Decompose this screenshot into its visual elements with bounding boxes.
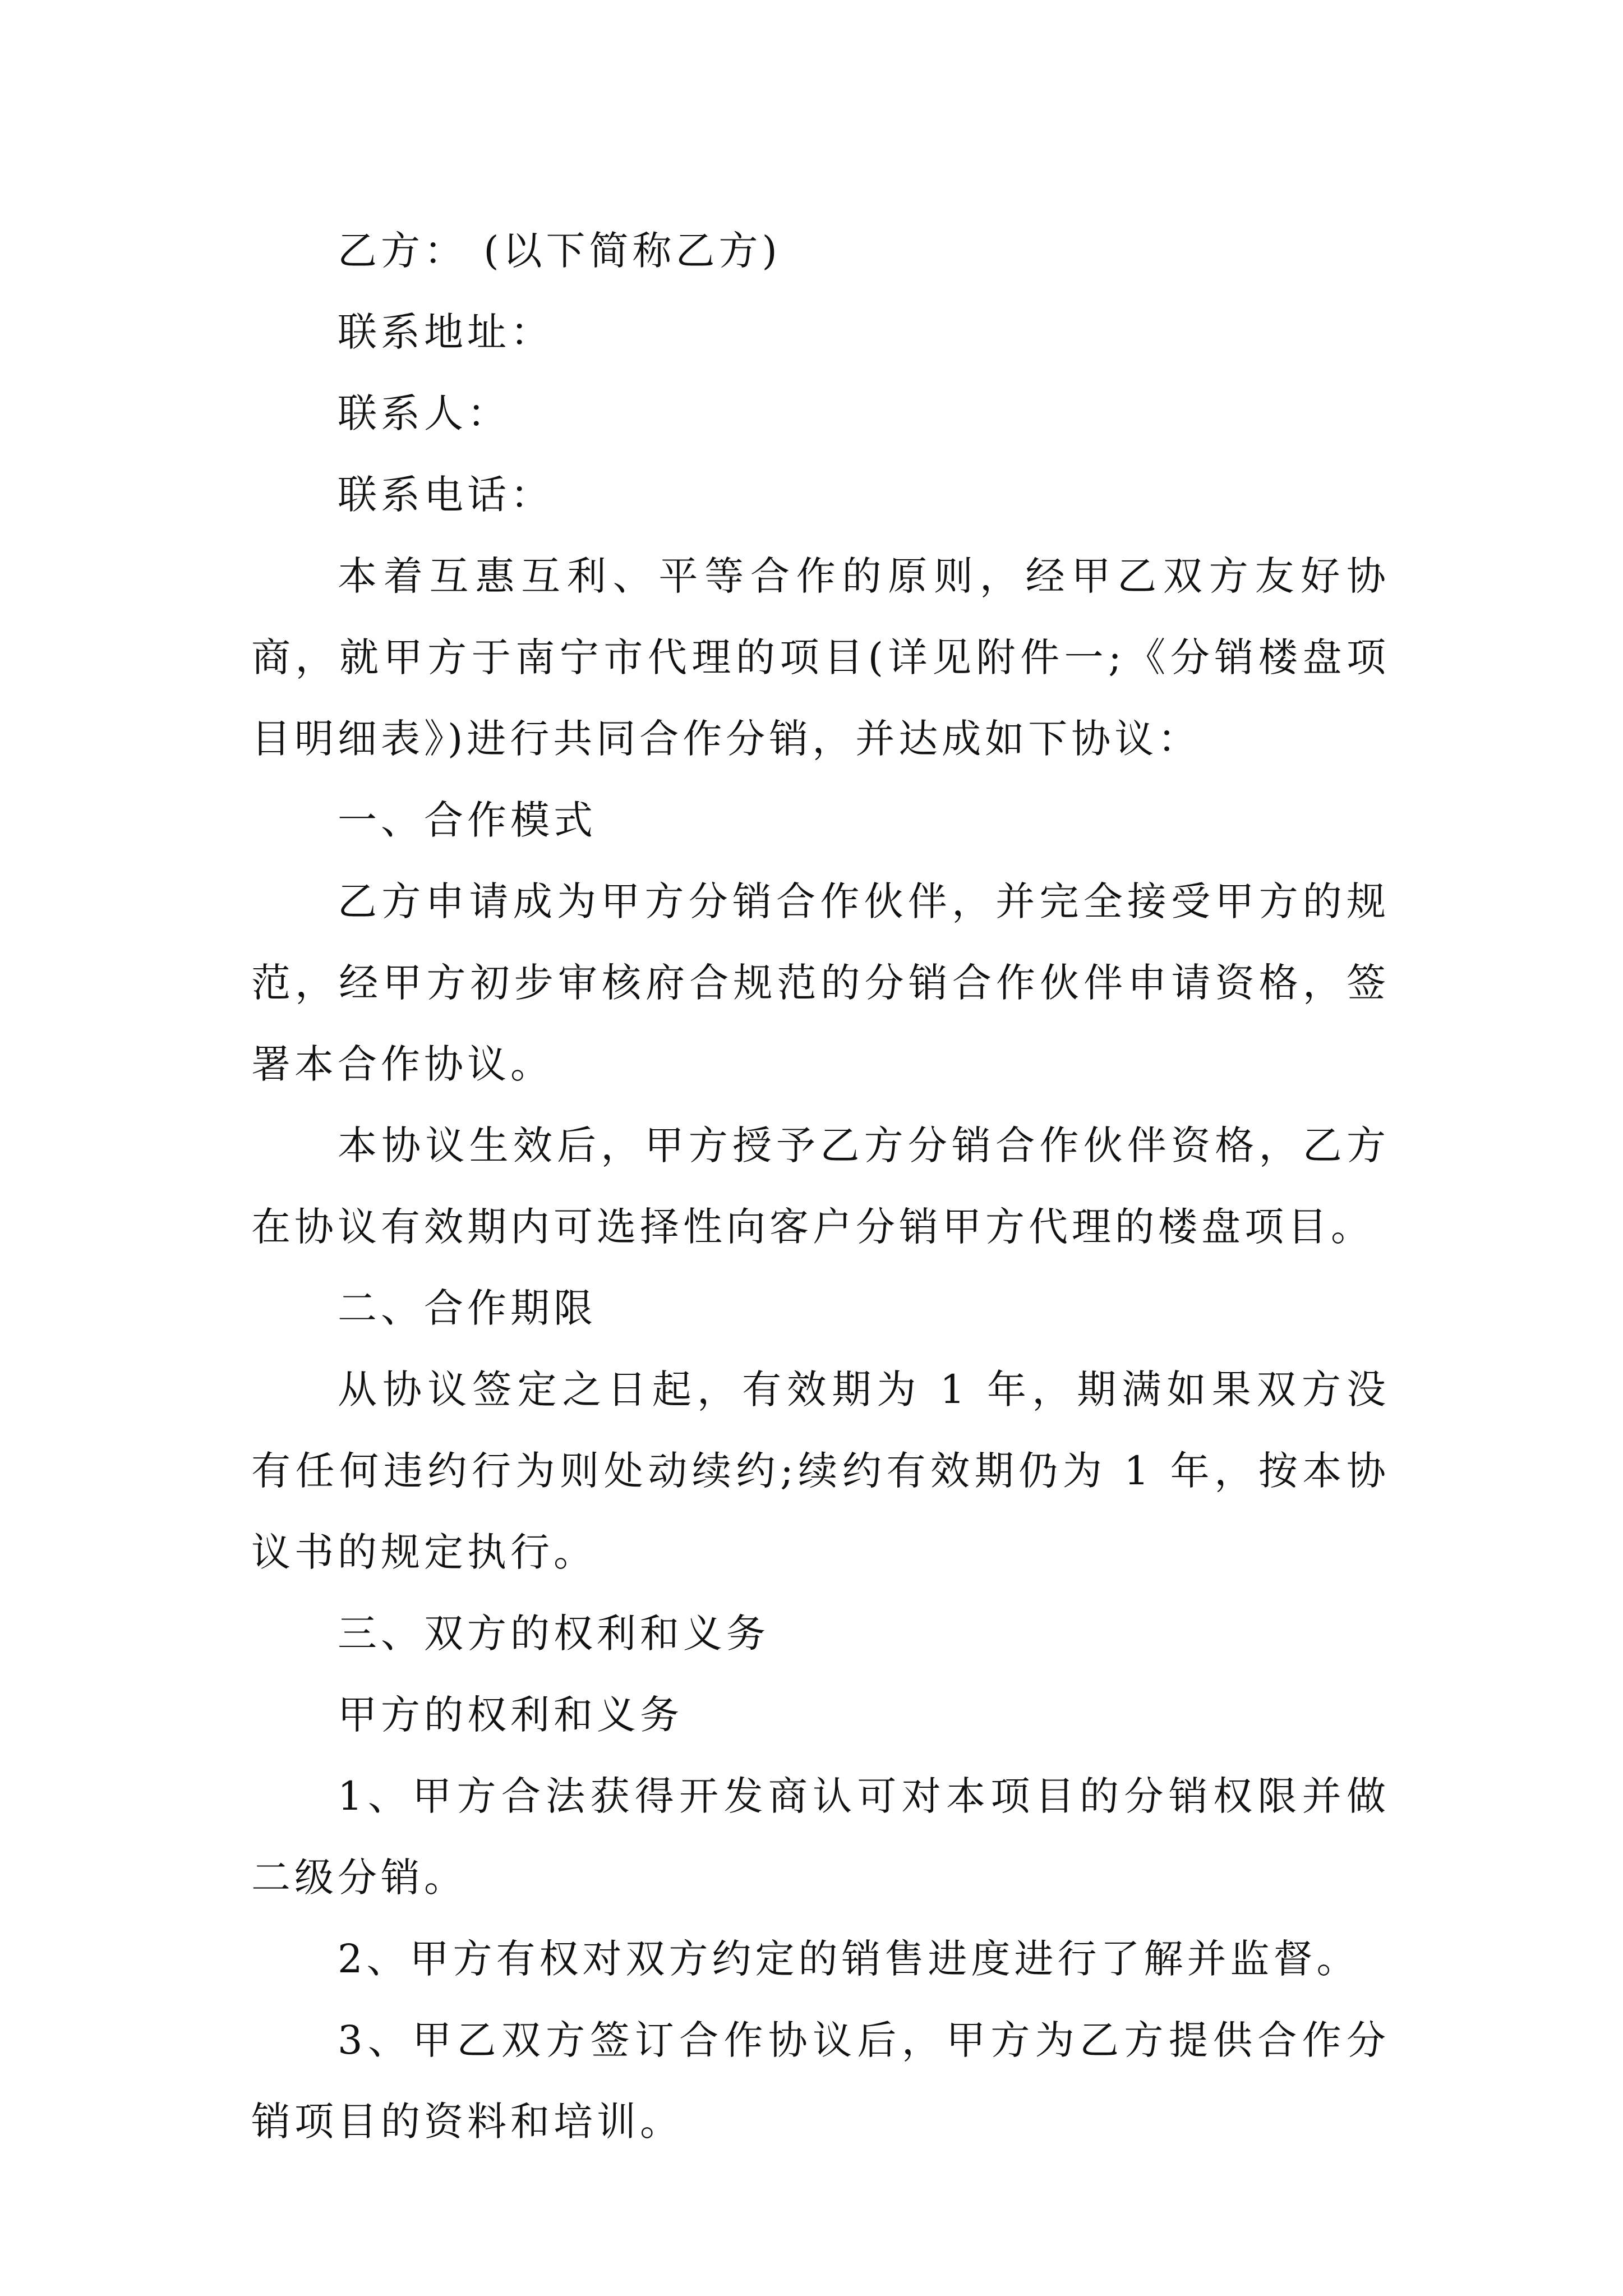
- cooperation-mode-paragraph-1: 乙方申请成为甲方分销合作伙伴，并完全接受甲方的规范，经甲方初步审核府合规范的分销合作伙伴申请资格，签署本合作协议。: [251, 878, 1390, 1087]
- party-a-item-3: 3、甲乙双方签订合作协议后，甲方为乙方提供合作分销项目的资料和培训。: [251, 2017, 1390, 2145]
- agreement-intro-paragraph: 本着互惠互利、平等合作的原则，经甲乙双方友好协商，就甲方于南宁市代理的项目(详见附件一;《分销楼盘项目明细表》)进行共同合作分销，并达成如下协议：: [251, 553, 1390, 762]
- party-a-item-2: 2、甲方有权对双方约定的销售进度进行了解并监督。: [338, 1936, 1360, 1982]
- party-b-line: 乙方： (以下简称乙方): [338, 228, 781, 274]
- section-heading-cooperation-mode: 一、合作模式: [338, 797, 597, 843]
- contact-phone-line: 联系电话：: [338, 472, 554, 518]
- contact-address-line: 联系地址：: [338, 309, 554, 355]
- contact-person-line: 联系人：: [338, 390, 510, 436]
- party-a-item-1: 1、甲方合法获得开发商认可对本项目的分销权限并做二级分销。: [251, 1773, 1390, 1901]
- document-body: [251, 210, 1390, 2162]
- section-heading-cooperation-term: 二、合作期限: [338, 1285, 597, 1331]
- section-heading-rights-obligations: 三、双方的权利和义务: [338, 1611, 769, 1657]
- subheading-party-a-rights: 甲方的权利和义务: [338, 1692, 683, 1738]
- cooperation-mode-paragraph-2: 本协议生效后，甲方授予乙方分销合作伙伴资格，乙方在协议有效期内可选择性向客户分销甲方代理的楼盘项目。: [251, 1122, 1390, 1250]
- cooperation-term-paragraph: 从协议签定之日起，有效期为 1 年，期满如果双方没有任何违约行为则处动续约;续约有效期仍为 1 年，按本协议书的规定执行。: [251, 1366, 1390, 1575]
